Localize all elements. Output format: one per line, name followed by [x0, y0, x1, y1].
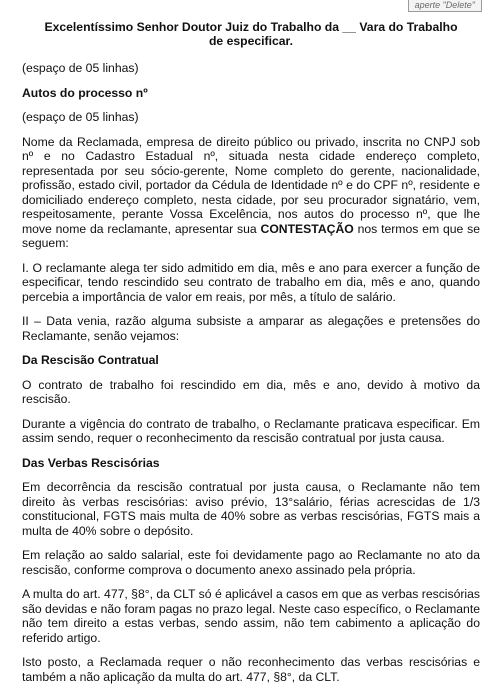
case-number-heading: Autos do processo nº	[22, 85, 148, 100]
verbas-paragraph-3: A multa do art. 477, §8°, da CLT só é aplicável a casos em que as verbas rescisórias são devidas e não foram pagas no prazo legal. Neste caso específico, o Reclamante não tem direito a estas verbas, sendo assim, não tem cabimento a aplicação do referido artigo.	[22, 587, 480, 645]
section-heading-rescisao: Da Rescisão Contratual	[22, 353, 159, 367]
rescisao-paragraph-1: O contrato de trabalho foi rescindido em dia, mês e ano, devido à motivo da rescisão.	[22, 377, 480, 406]
title-line-1: Excelentíssimo Senhor Doutor Juiz do Trabalho da __ Vara do Trabalho	[44, 20, 458, 34]
point-one-paragraph: I. O reclamante alega ter sido admitido em dia, mês e ano para exercer a função de especificar, tendo rescindido seu contrato de trabalho em dia, mês e ano, quando percebia a importância de valor em reais, por mês, a título de salário.	[22, 260, 480, 304]
rescisao-paragraph-2: Durante a vigência do contrato de trabalho, o Reclamante praticava especificar. Em assim sendo, requer o reconhecimento da rescisão contratual por justa causa.	[22, 416, 480, 445]
intro-tail: nos termos em que se seguem:	[22, 221, 480, 250]
intro-paragraph	[22, 135, 480, 251]
intro-text: Nome da Reclamada, empresa de direito público ou privado, inscrita no CNPJ sob nº e no Cadastro Estadual nº, situada nesta cidade endereço completo, representada por seu sócio-gerente, Nome completo do gerente, nacionalidade, profissão, estado civil, portador da Cédula de Identidade nº e do CPF nº, residente e domiciliado endereço completo, nesta cidade, por seu procurador signatário, vem, respeitosamente, perante Vossa Excelência, nos autos do processo nº, que lhe move nome da reclamante, apresentar sua	[22, 134, 480, 236]
verbas-paragraph-1: Em decorrência da rescisão contratual por justa causa, o Reclamante não tem direito às verbas rescisórias: aviso prévio, 13°salário, férias acrescidas de 1/3 constitucional, FGTS mais multa de 40% sobre as verbas rescisórias, FGTS mais a multa de 40% sobre o depósito.	[22, 480, 480, 538]
document-title	[22, 20, 480, 48]
verbas-paragraph-2: Em relação ao saldo salarial, este foi devidamente pago ao Reclamante no ato da rescisão, conforme comprova o documento anexo assinado pela própria.	[22, 548, 480, 577]
contestacao-bold: CONTESTAÇÃO	[260, 221, 354, 236]
point-two-paragraph: II – Data venia, razão alguma subsiste a amparar as alegações e pretensões do Reclamante, senão vejamos:	[22, 314, 480, 343]
document-body	[22, 20, 480, 694]
spacer-note-1: (espaço de 05 linhas)	[22, 61, 139, 75]
spacer-note-2: (espaço de 05 linhas)	[22, 110, 139, 124]
delete-hint-tooltip: aperte "Delete"	[408, 0, 482, 12]
title-line-2: de especificar.	[208, 34, 293, 48]
verbas-paragraph-4: Isto posto, a Reclamada requer o não reconhecimento das verbas rescisórias e também a não aplicação da multa do art. 477, §8°, da CLT.	[22, 655, 480, 684]
section-heading-verbas: Das Verbas Rescisórias	[22, 455, 160, 470]
